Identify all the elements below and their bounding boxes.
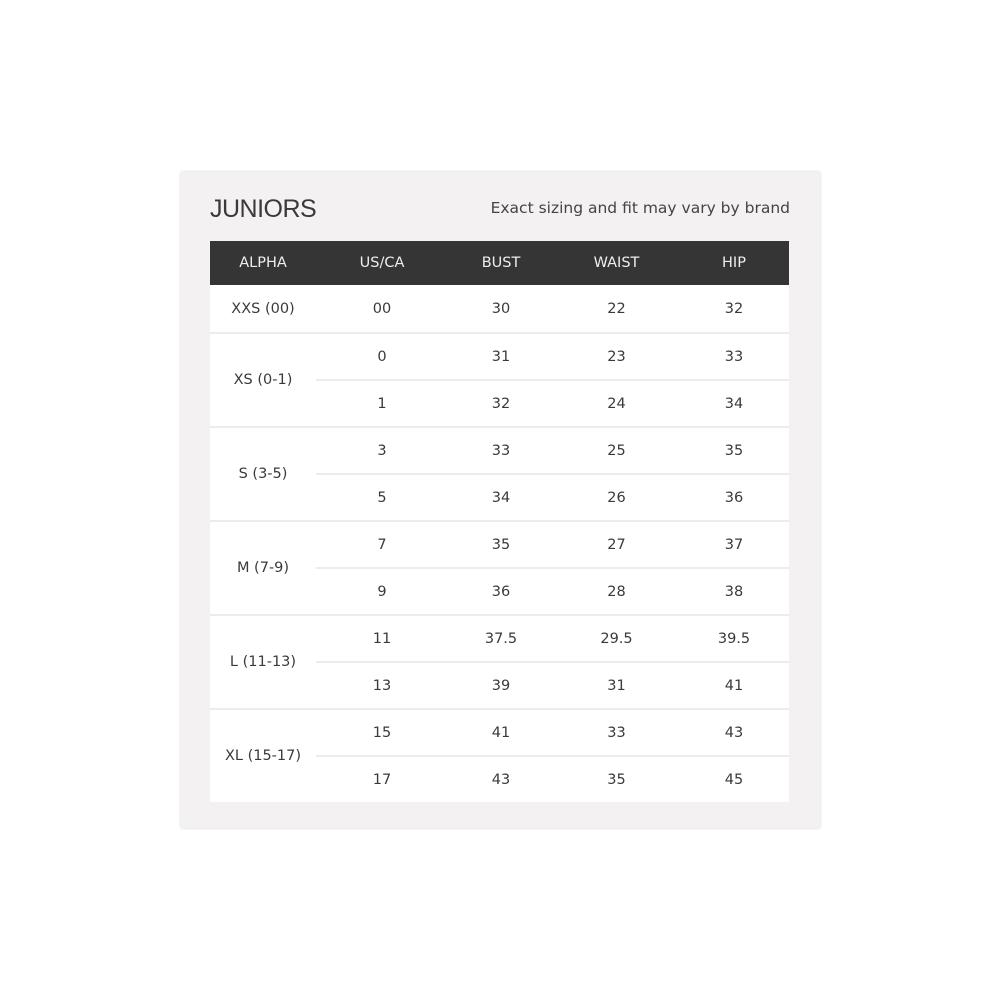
size-group [210,708,789,802]
cell-waist: 35 [607,771,626,788]
cell-hip: 36 [724,489,744,506]
cell-waist: 31 [607,677,626,694]
cell-hip: 43 [724,724,744,741]
cell-hip: 33 [724,348,744,365]
size-rows [316,710,789,802]
size-rows [316,285,789,332]
cell-hip: 41 [724,677,744,694]
cell-waist: 26 [607,489,626,506]
cell-hip: 35 [724,442,744,459]
cell-waist: 33 [607,724,626,741]
header-alpha: ALPHA [239,255,287,271]
cell-hip: 32 [724,300,744,317]
cell-us-ca: 13 [372,677,392,694]
table-row [316,379,789,426]
cell-waist: 27 [607,536,626,553]
cell-waist: 28 [607,583,626,600]
alpha-size-label: S (3-5) [238,466,288,482]
cell-us-ca: 5 [377,489,387,506]
alpha-size-label: XL (15-17) [224,748,302,764]
cell-bust: 32 [491,395,511,412]
table-row [316,522,789,567]
size-group [210,285,789,332]
header-bust: BUST [481,255,521,271]
table-row [316,428,789,473]
cell-bust: 37.5 [484,630,518,647]
size-group [210,332,789,426]
cell-bust: 33 [491,442,511,459]
cell-us-ca: 00 [372,300,392,317]
cell-hip: 37 [724,536,744,553]
table-row [316,616,789,661]
size-table [210,241,789,802]
size-group [210,426,789,520]
cell-us-ca: 9 [377,583,387,600]
size-chart-card [181,172,820,828]
size-rows [316,428,789,520]
cell-bust: 30 [491,300,511,317]
table-row [316,710,789,755]
size-rows [316,616,789,708]
cell-bust: 34 [491,489,511,506]
table-row [316,567,789,614]
alpha-size-label: XS (0-1) [233,372,293,388]
table-row [316,334,789,379]
cell-us-ca: 11 [372,630,392,647]
cell-waist: 24 [607,395,626,412]
cell-us-ca: 15 [372,724,392,741]
cell-waist: 29.5 [600,630,633,647]
cell-bust: 39 [491,677,511,694]
cell-bust: 43 [491,771,511,788]
cell-waist: 23 [607,348,626,365]
header-waist: WAIST [593,255,640,271]
size-group [210,520,789,614]
size-rows [316,334,789,426]
cell-bust: 31 [491,348,511,365]
cell-us-ca: 0 [377,348,387,365]
alpha-size-label: M (7-9) [236,560,290,576]
table-row [316,755,789,802]
cell-bust: 41 [491,724,511,741]
cell-us-ca: 7 [377,536,387,553]
header-hip: HIP [722,255,746,271]
cell-waist: 25 [607,442,626,459]
table-row [316,661,789,708]
table-header [210,241,789,285]
cell-bust: 36 [491,583,511,600]
cell-us-ca: 3 [377,442,387,459]
cell-hip: 34 [724,395,744,412]
cell-us-ca: 1 [377,395,387,412]
size-group [210,614,789,708]
cell-us-ca: 17 [372,771,392,788]
cell-hip: 45 [724,771,744,788]
table-body [210,285,789,802]
header-us-ca: US/CA [359,255,405,271]
chart-title: JUNIORS [210,195,317,223]
size-rows [316,522,789,614]
sizing-note: Exact sizing and fit may vary by brand [490,199,790,217]
cell-waist: 22 [607,300,626,317]
cell-bust: 35 [491,536,511,553]
alpha-size-label: L (11-13) [229,654,297,670]
table-row [316,285,789,332]
cell-hip: 38 [724,583,744,600]
alpha-size-label: XXS (00) [231,300,295,317]
table-row [316,473,789,520]
cell-hip: 39.5 [717,630,751,647]
